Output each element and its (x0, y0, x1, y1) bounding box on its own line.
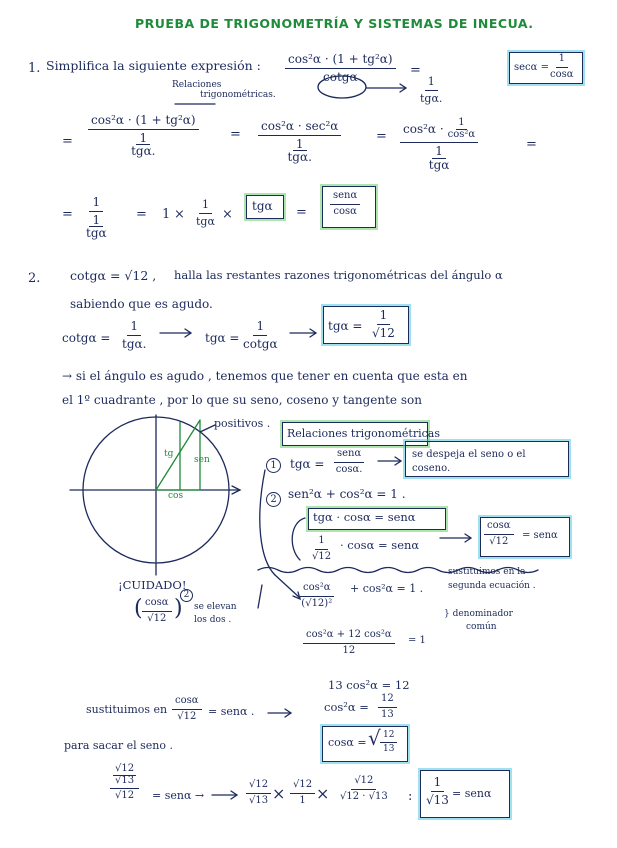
denom-note-1: } denominador (444, 609, 513, 619)
eq-sign: = (62, 134, 73, 149)
boxed2-rhs: = senα (522, 530, 558, 541)
eq-sign: = (136, 207, 147, 222)
frac-num: senα (334, 449, 364, 463)
final-top-fraction (110, 764, 139, 802)
eq1-fraction (334, 449, 364, 475)
cos2-fraction (378, 694, 397, 720)
step2-fraction (258, 120, 341, 164)
num-part: cos²α · (403, 121, 444, 136)
page-title: PRUEBA DE TRIGONOMETRÍA Y SISTEMAS DE INECUA. (135, 16, 534, 31)
exercise-2-prompt-1: halla las restantes razones trigonométricas del ángulo α (174, 268, 503, 282)
eq-sign: = (526, 137, 537, 152)
step4-fraction (86, 196, 107, 240)
frac-den: √12 · √13 (340, 790, 388, 802)
frac-den: tgα. (420, 91, 443, 105)
cuidado-note-1: se elevan (194, 602, 237, 612)
tg-lhs: tgα = (205, 331, 240, 345)
step5-lhs: 1 (162, 207, 171, 222)
sust-en: sustituimos en (86, 703, 168, 716)
box-eq: tgα · cosα = senα (313, 510, 416, 524)
expression-numerator: cos²α · (1 + tg²α) (285, 53, 396, 69)
sub-num: 1 (458, 117, 465, 128)
cuidado-note-2: los dos . (194, 615, 232, 625)
frac-den (86, 212, 107, 240)
frac-num: cos²α + 12 cos²α (303, 630, 395, 644)
step5-fraction (196, 199, 215, 227)
frac-num: 1 (127, 320, 141, 336)
denom-note-2: común (466, 622, 497, 632)
circle-label-tg: tg (164, 449, 174, 459)
frac-num: √12 (246, 780, 271, 794)
frac-num: cos²α · sec²α (258, 120, 341, 136)
cotg-lhs: cotgα = (62, 331, 111, 345)
eq13: 13 cos²α = 12 (328, 678, 410, 692)
frac-den: √12 (489, 535, 509, 547)
note-line-2: el 1º cuadrante , por lo que su seno, coseno y tangente son (62, 393, 422, 407)
boxed2-fraction (484, 521, 514, 547)
final-times-2: × (316, 784, 330, 803)
final-f3 (340, 776, 388, 802)
note-line-1: → si el ángulo es agudo , tenemos que tener en cuenta que esta en (62, 369, 468, 383)
circle-label-sen: sen (194, 455, 210, 465)
sust-rhs: = senα . (208, 705, 255, 718)
nested-den: tgα. (287, 150, 312, 165)
frac-den: √13 (426, 792, 449, 807)
sust-note-1: sustituimos en la (448, 567, 526, 577)
frac-den: cosα. (335, 463, 363, 475)
frac-num: 12 (378, 694, 397, 708)
frac-den: √12 (147, 612, 167, 624)
exercise-2-number: 2. (28, 271, 41, 286)
nested-num: 1 (89, 214, 103, 228)
nested-num: 1 (136, 132, 150, 146)
tg-result-fraction (372, 309, 395, 339)
frac-num (400, 118, 478, 143)
final-times-1: × (272, 784, 286, 803)
sub-den: cos²α (447, 128, 476, 140)
frac-eq-fraction (312, 536, 331, 562)
cos-result-fraction (380, 731, 397, 755)
exercise-1-result (330, 191, 360, 217)
relaciones-label-2: trigonométricas. (200, 90, 276, 100)
final-colon: : (408, 789, 413, 804)
step5-times: × (174, 207, 185, 222)
frac-den (131, 130, 155, 158)
frac-den: cosα (333, 205, 357, 217)
tg-fraction (243, 320, 278, 350)
sub-rhs: + cos²α = 1 . (350, 582, 424, 595)
frac-num: cosα (172, 696, 202, 710)
frac-den (429, 143, 450, 171)
nested-den: tgα (428, 157, 450, 172)
final-eq: = senα → (152, 789, 205, 802)
sqrt-sign: √ (368, 726, 381, 750)
frac-num: 1 (199, 199, 212, 214)
step1-fraction (88, 114, 199, 158)
frac-den: 13 (381, 708, 394, 720)
paren-open: ( (134, 596, 143, 621)
common-rhs: = 1 (408, 635, 426, 646)
arrow-result-fraction (420, 76, 442, 104)
step5-times-2: × (222, 207, 233, 222)
para-sacar: para sacar el seno . (64, 739, 173, 752)
nested-num: 1 (432, 145, 446, 159)
frac-num: 1 (425, 76, 438, 91)
eq1-note: se despeja el seno o el coseno. (412, 449, 526, 474)
sec-def-fraction (550, 54, 574, 80)
frac-num: 12 (380, 731, 397, 743)
sust-fraction (172, 696, 202, 722)
frac-num: senα (330, 191, 360, 205)
eq-sign: = (410, 63, 421, 78)
cos-result-lhs: cosα = (328, 736, 367, 749)
eq2: sen²α + cos²α = 1 . (288, 487, 406, 501)
frac-den: √12 (177, 710, 197, 722)
frac-den: 13 (383, 744, 395, 755)
exercise-1-number: 1. (28, 61, 41, 76)
circle-label-cos: cos (168, 491, 184, 501)
frac-den: 1 (299, 794, 306, 806)
cos2-lhs: cos²α = (324, 700, 369, 714)
exercise-1-prompt: Simplifica la siguiente expresión : (46, 58, 261, 73)
relaciones-label-1: Relaciones (172, 80, 222, 90)
eq2-marker: 2 (266, 492, 281, 507)
exercise-1-expression (285, 53, 396, 83)
step3-fraction (400, 118, 478, 171)
frac-den (287, 136, 311, 164)
frac-den: √12 (312, 550, 332, 562)
final-result-fraction (426, 776, 449, 806)
frac-num: cos²α (300, 583, 334, 597)
sust-note-2: segunda ecuación . (448, 581, 536, 591)
frac-den: tgα. (122, 336, 147, 351)
frac-num: 1 (377, 309, 391, 325)
frac-num: 1 (89, 196, 103, 212)
step5-tg: tgα (252, 199, 273, 213)
nested-den: tgα. (131, 144, 156, 159)
frac-num: 1 (315, 536, 327, 550)
frac-den: √12 (115, 790, 135, 801)
frac-num: 1 (253, 320, 267, 336)
frac-den: cosα (550, 68, 574, 80)
frac-num: cos²α · (1 + tg²α) (88, 114, 199, 130)
frac-num: cosα (142, 598, 172, 612)
cuidado-exponent: 2 (180, 589, 193, 602)
sub-fraction (300, 583, 334, 609)
relaciones-title: Relaciones trigonométricas (287, 427, 440, 440)
expression-denominator: cotgα (323, 69, 358, 84)
paren-close: ) (174, 596, 183, 621)
final-f2 (290, 780, 315, 806)
frac-den: 12 (342, 644, 356, 656)
nested-num: 1 (293, 138, 307, 152)
eq-sign: = (62, 207, 73, 222)
nested-den: √13 (115, 774, 135, 786)
eq-sign: = (376, 129, 387, 144)
frac-num: √12 (290, 780, 315, 794)
note-line-3: positivos . (214, 417, 271, 430)
sec-def-lhs: secα = (514, 62, 549, 73)
num-sub-fraction (448, 118, 476, 140)
frac-num: cosα (484, 521, 514, 535)
cuidado-label: ¡CUIDADO! (118, 578, 187, 592)
frac-den: (√12)² (301, 597, 333, 609)
nested-den: tgα (86, 226, 107, 241)
common-fraction (303, 630, 395, 656)
frac-den: tgα (196, 214, 215, 228)
frac-den: cotgα (243, 336, 278, 351)
exercise-2-given: cotgα = √12 , (70, 268, 157, 283)
cotg-fraction (122, 320, 146, 350)
frac-num: 1 (556, 54, 568, 68)
cuidado-fraction (142, 598, 172, 624)
exercise-2-prompt-2: sabiendo que es agudo. (70, 297, 213, 311)
frac-num: √12 (351, 776, 376, 790)
eq1-marker: 1 (266, 458, 281, 473)
final-f1 (246, 780, 271, 806)
tg-result-lhs: tgα = (328, 319, 363, 333)
frac-num (110, 764, 139, 789)
frac-den: √12 (372, 325, 395, 340)
final-result-rhs: = senα (452, 787, 492, 800)
frac-den: √13 (249, 794, 269, 806)
eq-sign: = (230, 127, 241, 142)
eq1-lhs: tgα = (290, 457, 325, 471)
nested-num: √12 (115, 763, 135, 774)
eq-sign: = (296, 205, 307, 220)
frac-eq-rhs: · cosα = senα (340, 538, 420, 552)
frac-num: 1 (431, 776, 445, 792)
